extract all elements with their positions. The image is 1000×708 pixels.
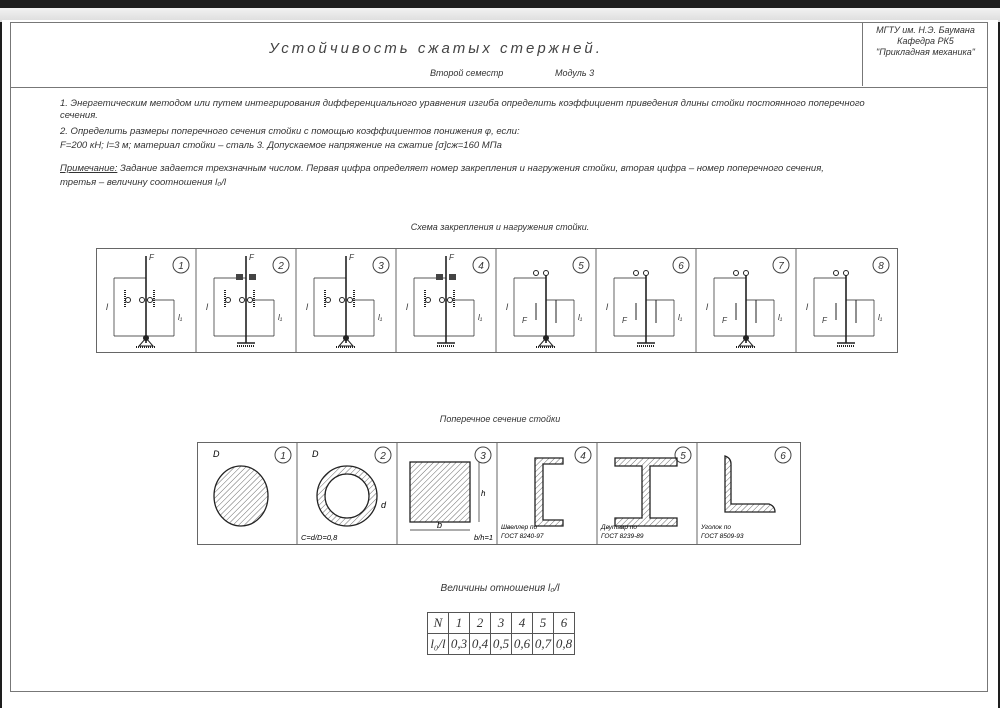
- section-note-line: Швеллер по: [501, 524, 538, 531]
- section-shape: [615, 458, 677, 526]
- width-label: b: [437, 520, 443, 530]
- force-label: F: [722, 316, 727, 325]
- table-cell: 4: [512, 613, 533, 634]
- section-number: 1: [280, 451, 286, 462]
- section-note-line: ГОСТ 8509-93: [701, 533, 744, 540]
- table-cell: 6: [554, 613, 575, 634]
- scheme-2: [196, 248, 289, 353]
- section-number: 5: [680, 451, 686, 462]
- section-number: 2: [380, 451, 386, 462]
- table-cell: 1: [449, 613, 470, 634]
- section-4: [497, 442, 591, 545]
- section-3: [397, 442, 493, 545]
- force-label: F: [622, 316, 627, 325]
- table-cell: N: [428, 613, 449, 634]
- table-row: [428, 634, 575, 655]
- org-line: МГТУ им. Н.Э. Баумана: [876, 25, 975, 35]
- scheme-6: [596, 248, 689, 353]
- force-label: F: [522, 316, 527, 325]
- section-note: C=d/D=0,8: [301, 533, 338, 542]
- task-line: F=200 кН; l=3 м; материал стойки – сталь 3. Допускаемое напряжение на сжатие [σ]сж=160 МПа: [60, 140, 502, 151]
- table-cell: 0,8: [554, 634, 575, 655]
- task-note: [60, 163, 824, 174]
- schemes-strip: [96, 248, 898, 354]
- height-label: h: [481, 489, 486, 498]
- table-cell: 0,5: [491, 634, 512, 655]
- table-cell: 5: [533, 613, 554, 634]
- ratio-table: [427, 612, 575, 655]
- section-5: [597, 442, 691, 545]
- force-label: F: [149, 253, 154, 262]
- section-number: 4: [580, 451, 586, 462]
- sub-length-label: l₁: [378, 313, 383, 322]
- scheme-number: 8: [878, 261, 884, 272]
- section-note-line: Двутавр по: [601, 524, 637, 531]
- scheme-number: 2: [278, 261, 284, 272]
- scheme-number: 3: [378, 261, 384, 272]
- title-block: [10, 22, 988, 88]
- section-number: 6: [780, 451, 786, 462]
- task-line: 2. Определить размеры поперечного сечения стойки с помощью коэффициентов понижения φ, если:: [60, 126, 520, 137]
- scheme-number: 1: [178, 261, 184, 272]
- org-line: "Прикладная механика": [876, 47, 975, 57]
- task-line: 1. Энергетическим методом или путем интегрирования дифференциального уравнения изгиба определить коэффициент приведения длины стойки постоянного поперечного: [60, 98, 865, 109]
- sub-length-label: l₁: [878, 313, 883, 322]
- scheme-7: [696, 248, 789, 353]
- section-shape: [725, 456, 775, 512]
- table-cell: 0,4: [470, 634, 491, 655]
- length-label: l: [306, 302, 308, 312]
- scheme-5: [496, 248, 589, 353]
- scheme-8: [796, 248, 889, 353]
- section-shape: [214, 466, 268, 526]
- section-2: [297, 442, 391, 545]
- scheme-number: 5: [578, 261, 584, 272]
- scheme-1: [106, 253, 189, 347]
- diameter-label: D: [312, 449, 319, 459]
- sub-length-label: l₁: [178, 313, 183, 322]
- length-label: l: [806, 302, 808, 312]
- scheme-3: [296, 248, 389, 353]
- section-note: b/h=1: [474, 533, 493, 542]
- table-cell: 0,3: [449, 634, 470, 655]
- scheme-number: 6: [678, 261, 684, 272]
- force-label: F: [349, 253, 354, 262]
- length-label: l: [406, 302, 408, 312]
- task-note-line2: третья – величину соотношения l₀/l: [60, 177, 226, 188]
- length-label: l: [206, 302, 208, 312]
- inner-diameter-label: d: [381, 500, 387, 510]
- page-title: Устойчивость сжатых стержней.: [269, 40, 603, 57]
- table-cell: 2: [470, 613, 491, 634]
- note-label: Примечание:: [60, 163, 118, 174]
- sub-length-label: l₁: [478, 313, 483, 322]
- table-cell: l₀/l: [428, 634, 449, 655]
- diameter-label: D: [213, 449, 220, 459]
- table-row: [428, 613, 575, 634]
- force-label: F: [449, 253, 454, 262]
- semester-label: Второй семестр: [430, 68, 504, 78]
- scheme-number: 7: [778, 261, 784, 272]
- sub-length-label: l₁: [278, 313, 283, 322]
- task-line: сечения.: [60, 110, 98, 121]
- length-label: l: [606, 302, 608, 312]
- org-line: Кафедра РК5: [897, 36, 954, 46]
- length-label: l: [506, 302, 508, 312]
- table-cell: 0,7: [533, 634, 554, 655]
- section-note-line: ГОСТ 8240-97: [501, 533, 544, 540]
- section-6: [697, 442, 791, 545]
- force-label: F: [249, 253, 254, 262]
- force-label: F: [822, 316, 827, 325]
- scheme-4: [396, 248, 489, 353]
- sections-title: Поперечное сечение стойки: [439, 414, 561, 424]
- section-note-line: Уголок по: [701, 524, 731, 531]
- table-cell: 3: [491, 613, 512, 634]
- schemes-title: Схема закрепления и нагружения стойки.: [410, 222, 590, 232]
- table-cell: 0,6: [512, 634, 533, 655]
- sub-length-label: l₁: [578, 313, 583, 322]
- note-text: Задание задается трехзначным числом. Первая цифра определяет номер закрепления и нагружения стойки, вторая цифра – номер поперечного сечения,: [117, 163, 824, 174]
- section-number: 3: [480, 451, 486, 462]
- section-shape: [535, 458, 563, 526]
- scheme-number: 4: [478, 261, 484, 272]
- length-label: l: [706, 302, 708, 312]
- ratio-title: Величины отношения l₀/l: [440, 583, 560, 594]
- sub-length-label: l₁: [778, 313, 783, 322]
- section-1: [213, 447, 291, 526]
- sub-length-label: l₁: [678, 313, 683, 322]
- sections-strip: [197, 442, 801, 546]
- length-label: l: [106, 302, 108, 312]
- section-note-line: ГОСТ 8239-89: [601, 533, 644, 540]
- section-shape: [410, 462, 470, 522]
- organization-block: [862, 22, 988, 86]
- module-label: Модуль 3: [555, 68, 595, 78]
